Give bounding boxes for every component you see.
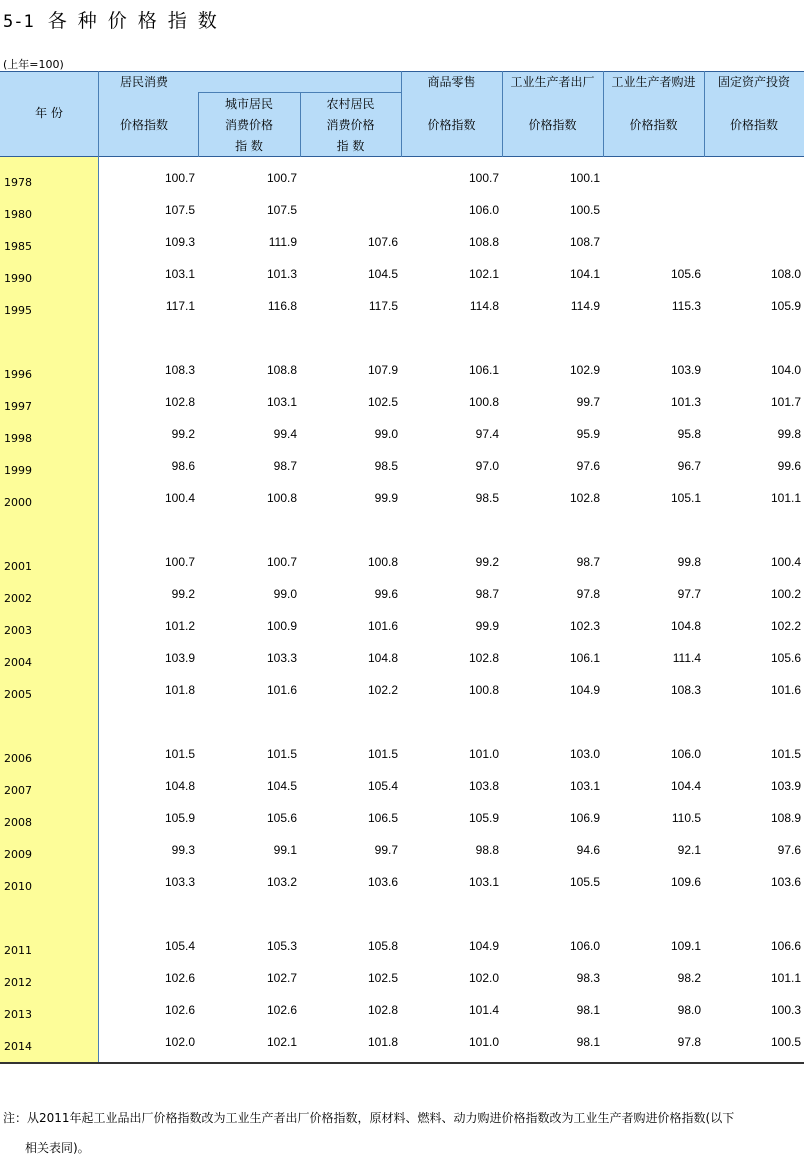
cell-rural: 107.6 — [367, 235, 398, 249]
header-cpi-bottom: 价格指数 — [120, 118, 169, 132]
cell-ppi-out: 98.7 — [576, 555, 600, 569]
header-cpi-top: 居民消费 — [120, 75, 169, 89]
cell-rural: 102.8 — [367, 1003, 398, 1017]
year-cell: 2013 — [4, 1008, 32, 1021]
cell-ppi-in: 115.3 — [671, 299, 701, 313]
cell-rural: 99.7 — [374, 843, 398, 857]
cell-cpi: 99.2 — [171, 427, 195, 441]
cell-cpi: 101.8 — [164, 683, 195, 697]
year-cell: 1998 — [4, 432, 32, 445]
cell-ppi-out: 97.6 — [576, 459, 600, 473]
unit-label: (上年=100) — [3, 58, 64, 71]
cell-ppi-in: 96.7 — [677, 459, 701, 473]
cell-cpi: 101.5 — [164, 747, 195, 761]
year-cell: 2002 — [4, 592, 32, 605]
cell-rural: 105.8 — [367, 939, 398, 953]
cell-urban: 99.1 — [273, 843, 297, 857]
cell-ppi-out: 106.0 — [569, 939, 600, 953]
cell-ppi-in: 105.6 — [670, 267, 701, 281]
header-urban-l3: 指 数 — [235, 139, 263, 153]
header-bottom-border — [0, 156, 804, 157]
year-cell: 1999 — [4, 464, 32, 477]
cell-ppi-in: 109.6 — [670, 875, 701, 889]
year-cell: 2006 — [4, 752, 32, 765]
cell-ppi-in: 95.8 — [677, 427, 701, 441]
cell-ppi-out: 100.5 — [569, 203, 600, 217]
cell-fai: 105.6 — [770, 651, 801, 665]
cell-fai: 101.7 — [770, 395, 801, 409]
cell-ppi-in: 106.0 — [670, 747, 701, 761]
year-cell: 2012 — [4, 976, 32, 989]
cell-ppi-out: 94.6 — [576, 843, 600, 857]
cell-retail: 103.8 — [468, 779, 499, 793]
cell-retail: 99.2 — [475, 555, 499, 569]
cell-retail: 104.9 — [468, 939, 499, 953]
header-urban-l2: 消费价格 — [224, 118, 273, 132]
cell-fai: 101.5 — [770, 747, 801, 761]
cell-retail: 100.8 — [468, 683, 499, 697]
cell-cpi: 107.5 — [164, 203, 195, 217]
cell-ppi-out: 102.9 — [569, 363, 600, 377]
cell-rural: 104.8 — [367, 651, 398, 665]
cell-ppi-in: 98.2 — [677, 971, 701, 985]
cell-cpi: 101.2 — [164, 619, 195, 633]
cell-retail: 100.8 — [468, 395, 499, 409]
year-column — [0, 157, 98, 1063]
cell-ppi-out: 95.9 — [576, 427, 600, 441]
cell-rural: 99.9 — [374, 491, 398, 505]
cell-urban: 102.6 — [266, 1003, 297, 1017]
cell-ppi-out: 98.3 — [576, 971, 600, 985]
cell-ppi-out: 106.9 — [569, 811, 600, 825]
header-rural-l1: 农村居民 — [326, 97, 375, 111]
year-cell: 1997 — [4, 400, 32, 413]
cell-cpi: 98.6 — [171, 459, 195, 473]
cell-ppi-out: 97.8 — [576, 587, 600, 601]
cell-fai: 100.5 — [770, 1035, 801, 1049]
cell-fai: 100.2 — [770, 587, 801, 601]
year-cell: 1990 — [4, 272, 32, 285]
cell-urban: 108.8 — [266, 363, 297, 377]
cell-ppi-in: 97.8 — [677, 1035, 701, 1049]
year-cell: 1985 — [4, 240, 32, 253]
header-ppi-out-top: 工业生产者出厂 — [510, 75, 595, 89]
year-cell: 2011 — [4, 944, 32, 957]
year-cell: 2004 — [4, 656, 32, 669]
cell-ppi-in: 105.1 — [670, 491, 701, 505]
cell-fai: 103.9 — [770, 779, 801, 793]
cell-ppi-out: 100.1 — [569, 171, 600, 185]
cell-cpi: 109.3 — [164, 235, 195, 249]
cell-urban: 100.8 — [266, 491, 297, 505]
cell-cpi: 117.1 — [165, 299, 195, 313]
year-cell: 1980 — [4, 208, 32, 221]
cell-ppi-in: 111.4 — [672, 651, 701, 665]
cell-urban: 107.5 — [266, 203, 297, 217]
cell-ppi-out: 102.3 — [569, 619, 600, 633]
cell-rural: 100.8 — [367, 555, 398, 569]
cell-ppi-out: 98.1 — [576, 1003, 600, 1017]
cell-cpi: 105.4 — [164, 939, 195, 953]
cell-urban: 100.7 — [266, 171, 297, 185]
cell-cpi: 100.7 — [164, 171, 195, 185]
table-title: 各种价格指数 — [47, 10, 228, 32]
cell-cpi: 99.2 — [171, 587, 195, 601]
cell-fai: 108.0 — [770, 267, 801, 281]
cell-fai: 104.0 — [770, 363, 801, 377]
cell-fai: 103.6 — [770, 875, 801, 889]
header-rural-l2: 消费价格 — [326, 118, 375, 132]
cell-retail: 108.8 — [468, 235, 499, 249]
year-cell: 2001 — [4, 560, 32, 573]
header-ppi-in-top: 工业生产者购进 — [611, 75, 696, 89]
year-cell: 2005 — [4, 688, 32, 701]
header-year: 年 份 — [35, 106, 63, 120]
cell-ppi-out: 104.9 — [569, 683, 600, 697]
cell-ppi-in: 104.4 — [670, 779, 701, 793]
cell-rural: 102.2 — [367, 683, 398, 697]
cell-rural: 101.8 — [367, 1035, 398, 1049]
cell-retail: 106.1 — [468, 363, 499, 377]
cell-fai: 100.4 — [770, 555, 801, 569]
cell-retail: 99.9 — [475, 619, 499, 633]
cell-retail: 105.9 — [468, 811, 499, 825]
cell-fai: 99.6 — [777, 459, 801, 473]
year-cell: 2003 — [4, 624, 32, 637]
cell-fai: 101.6 — [770, 683, 801, 697]
cell-ppi-in: 108.3 — [670, 683, 701, 697]
cell-ppi-out: 105.5 — [569, 875, 600, 889]
cell-urban: 99.4 — [273, 427, 297, 441]
cell-rural: 99.0 — [374, 427, 398, 441]
cell-urban: 101.5 — [266, 747, 297, 761]
cell-cpi: 102.6 — [164, 1003, 195, 1017]
cell-ppi-out: 104.1 — [569, 267, 600, 281]
cell-ppi-out: 103.1 — [569, 779, 600, 793]
cell-retail: 98.5 — [475, 491, 499, 505]
page-title — [3, 6, 228, 33]
cell-fai: 108.9 — [770, 811, 801, 825]
cell-rural: 102.5 — [367, 395, 398, 409]
cell-urban: 103.2 — [266, 875, 297, 889]
cell-retail: 97.0 — [475, 459, 499, 473]
cell-rural: 98.5 — [374, 459, 398, 473]
cell-ppi-out: 102.8 — [569, 491, 600, 505]
cell-fai: 106.6 — [770, 939, 801, 953]
header-ppi-in-bottom: 价格指数 — [629, 118, 678, 132]
cell-ppi-out: 106.1 — [569, 651, 600, 665]
cell-retail: 102.0 — [468, 971, 499, 985]
year-cell: 2010 — [4, 880, 32, 893]
cell-rural: 102.5 — [367, 971, 398, 985]
cell-ppi-in: 98.0 — [677, 1003, 701, 1017]
cell-urban: 111.9 — [268, 235, 297, 249]
cell-ppi-in: 92.1 — [677, 843, 701, 857]
footnote-line-2: 相关表同)。 — [25, 1141, 90, 1155]
year-column-border — [98, 157, 99, 1063]
cell-retail: 101.0 — [468, 747, 499, 761]
year-cell: 2014 — [4, 1040, 32, 1053]
cell-urban: 101.3 — [266, 267, 297, 281]
cell-cpi: 99.3 — [171, 843, 195, 857]
header-retail-top: 商品零售 — [427, 75, 476, 89]
cell-urban: 105.3 — [266, 939, 297, 953]
year-cell: 2008 — [4, 816, 32, 829]
cell-cpi: 100.4 — [164, 491, 195, 505]
cell-ppi-in: 103.9 — [670, 363, 701, 377]
cell-fai: 99.8 — [777, 427, 801, 441]
cell-retail: 103.1 — [468, 875, 499, 889]
cell-rural: 103.6 — [367, 875, 398, 889]
cell-retail: 98.8 — [475, 843, 499, 857]
cell-cpi: 102.6 — [164, 971, 195, 985]
cell-urban: 100.7 — [266, 555, 297, 569]
header-rural-l3: 指 数 — [336, 139, 365, 153]
header-urban-l1: 城市居民 — [224, 97, 273, 111]
year-cell: 1996 — [4, 368, 32, 381]
year-cell: 1978 — [4, 176, 32, 189]
cell-urban: 102.7 — [266, 971, 297, 985]
cell-ppi-in: 104.8 — [670, 619, 701, 633]
cell-retail: 101.0 — [468, 1035, 499, 1049]
footnote-line-1: 注：从2011年起工业品出厂价格指数改为工业生产者出厂价格指数，原材料、燃料、动力购进价格指数改为工业生产者购进价格指数(以下 — [3, 1111, 735, 1125]
cell-urban: 99.0 — [273, 587, 297, 601]
cell-cpi: 103.3 — [164, 875, 195, 889]
cell-ppi-out: 103.0 — [569, 747, 600, 761]
cell-urban: 105.6 — [266, 811, 297, 825]
cell-retail: 114.8 — [469, 299, 499, 313]
header-top-border — [0, 71, 804, 72]
cell-retail: 102.8 — [468, 651, 499, 665]
header-fai-top: 固定资产投资 — [717, 75, 790, 89]
cell-retail: 97.4 — [475, 427, 499, 441]
cell-urban: 116.8 — [267, 299, 297, 313]
footnote — [3, 1103, 801, 1163]
cell-cpi: 102.0 — [164, 1035, 195, 1049]
cell-rural: 104.5 — [367, 267, 398, 281]
cell-ppi-in: 109.1 — [670, 939, 701, 953]
cell-urban: 104.5 — [266, 779, 297, 793]
cell-cpi: 103.1 — [164, 267, 195, 281]
cell-retail: 101.4 — [468, 1003, 499, 1017]
cell-retail: 102.1 — [468, 267, 499, 281]
cell-urban: 100.9 — [266, 619, 297, 633]
year-cell: 2007 — [4, 784, 32, 797]
cell-cpi: 102.8 — [164, 395, 195, 409]
cell-fai: 102.2 — [770, 619, 801, 633]
cell-cpi: 108.3 — [164, 363, 195, 377]
cell-cpi: 103.9 — [164, 651, 195, 665]
cell-rural: 101.5 — [367, 747, 398, 761]
cell-ppi-out: 114.9 — [570, 299, 600, 313]
cell-cpi: 105.9 — [164, 811, 195, 825]
cell-fai: 100.3 — [770, 1003, 801, 1017]
cell-rural: 101.6 — [367, 619, 398, 633]
header-ppi-out-bottom: 价格指数 — [528, 118, 577, 132]
divider — [98, 71, 99, 157]
cell-rural: 117.5 — [368, 299, 398, 313]
year-cell: 2009 — [4, 848, 32, 861]
cell-retail: 106.0 — [468, 203, 499, 217]
cell-fai: 97.6 — [777, 843, 801, 857]
cell-rural: 99.6 — [374, 587, 398, 601]
cell-urban: 103.3 — [266, 651, 297, 665]
header-retail-bottom: 价格指数 — [427, 118, 476, 132]
cell-ppi-in: 101.3 — [670, 395, 701, 409]
cell-retail: 98.7 — [475, 587, 499, 601]
cell-fai: 101.1 — [770, 971, 801, 985]
cell-cpi: 104.8 — [164, 779, 195, 793]
cell-ppi-in: 99.8 — [677, 555, 701, 569]
cell-retail: 100.7 — [468, 171, 499, 185]
cell-rural: 107.9 — [367, 363, 398, 377]
cell-urban: 103.1 — [266, 395, 297, 409]
cell-urban: 101.6 — [266, 683, 297, 697]
cell-rural: 105.4 — [367, 779, 398, 793]
cell-ppi-in: 97.7 — [677, 587, 701, 601]
year-cell: 1995 — [4, 304, 32, 317]
cell-rural: 106.5 — [367, 811, 398, 825]
year-cell: 2000 — [4, 496, 32, 509]
cell-ppi-out: 108.7 — [569, 235, 600, 249]
cell-ppi-in: 110.5 — [671, 811, 701, 825]
cell-ppi-out: 99.7 — [576, 395, 600, 409]
table-bottom-border — [0, 1062, 804, 1064]
cell-ppi-out: 98.1 — [576, 1035, 600, 1049]
table-number: 5-1 — [3, 12, 34, 32]
cell-fai: 101.1 — [770, 491, 801, 505]
cell-urban: 102.1 — [266, 1035, 297, 1049]
header-fai-bottom: 价格指数 — [729, 118, 778, 132]
cell-cpi: 100.7 — [164, 555, 195, 569]
cell-urban: 98.7 — [273, 459, 297, 473]
cell-fai: 105.9 — [770, 299, 801, 313]
